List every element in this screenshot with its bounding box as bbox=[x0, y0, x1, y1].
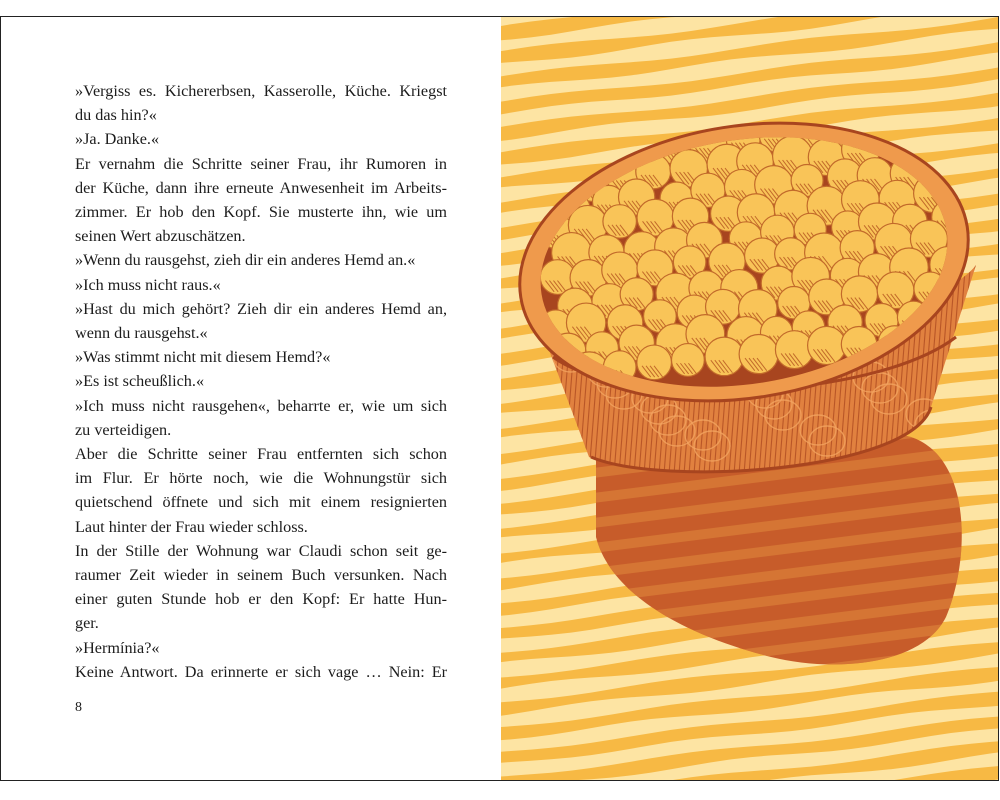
chickpea bbox=[671, 344, 704, 377]
chickpea-bowl-illustration bbox=[501, 17, 999, 780]
text-line: seinen Wert abzuschätzen. bbox=[75, 227, 246, 246]
chickpea bbox=[808, 326, 846, 364]
chickpea-shape bbox=[603, 205, 636, 238]
book-spread bbox=[0, 16, 999, 781]
chickpea bbox=[637, 345, 672, 380]
text-line: zimmer. Er hob den Kopf. Sie musterte ihn, wie um bbox=[75, 203, 447, 222]
chickpea bbox=[705, 337, 744, 376]
text-line: »Es ist scheußlich.« bbox=[75, 372, 205, 391]
text-line: »Vergiss es. Kichererbsen, Kasserolle, Küche. Kriegst bbox=[75, 82, 447, 100]
text-line: »Ich muss nicht raus.« bbox=[75, 275, 221, 294]
text-line: »Ich muss nicht rausgehen«, beharrte er, wie um sich bbox=[75, 396, 447, 415]
text-line: »Hast du mich gehört? Zieh dir ein anderes Hemd an, bbox=[75, 299, 447, 318]
text-line: In der Stille der Wohnung war Claudi schon seit ge- bbox=[75, 541, 447, 560]
chickpea-shape bbox=[637, 345, 672, 380]
text-line: Er vernahm die Schritte seiner Frau, ihr Rumoren in bbox=[75, 154, 447, 173]
chickpea-shape bbox=[808, 326, 846, 364]
text-line: wenn du rausgehst.« bbox=[75, 324, 208, 343]
text-line: einer guten Stunde hob er den Kopf: Er hatte Hun- bbox=[75, 590, 447, 609]
text-line: quietschend öffnete und sich mit einem resignierten bbox=[75, 493, 447, 512]
text-line: Aber die Schritte seiner Frau entfernten sich schon bbox=[75, 445, 447, 464]
page-number: 8 bbox=[75, 700, 82, 715]
text-line: der Küche, dann ihre erneute Anwesenheit im Arbeits- bbox=[75, 178, 447, 197]
text-line: Keine Antwort. Da erinnerte er sich vage … Nein: Er bbox=[75, 662, 447, 681]
text-line: du das hin?« bbox=[75, 106, 157, 125]
text-line: im Flur. Er hörte noch, wie die Wohnungstür sich bbox=[75, 469, 447, 488]
text-line: »Hermínia?« bbox=[75, 638, 160, 657]
body-text bbox=[75, 79, 447, 684]
text-line: raumer Zeit wieder in seinem Buch versunken. Nach bbox=[75, 566, 447, 585]
chickpea bbox=[739, 335, 778, 374]
text-line: »Wenn du rausgehst, zieh dir ein anderes Hemd an.« bbox=[75, 251, 416, 270]
left-page bbox=[1, 17, 501, 780]
chickpea-shape bbox=[671, 344, 704, 377]
chickpea-shape bbox=[705, 337, 744, 376]
chickpea bbox=[603, 205, 636, 238]
text-line: Laut hinter der Frau wieder schloss. bbox=[75, 517, 308, 536]
chickpea-shape bbox=[739, 335, 778, 374]
text-line: »Was stimmt nicht mit diesem Hemd?« bbox=[75, 348, 331, 367]
text-line: ger. bbox=[75, 614, 99, 633]
text-line: zu verteidigen. bbox=[75, 420, 172, 439]
text-line: »Ja. Danke.« bbox=[75, 130, 160, 149]
right-page bbox=[501, 17, 999, 780]
